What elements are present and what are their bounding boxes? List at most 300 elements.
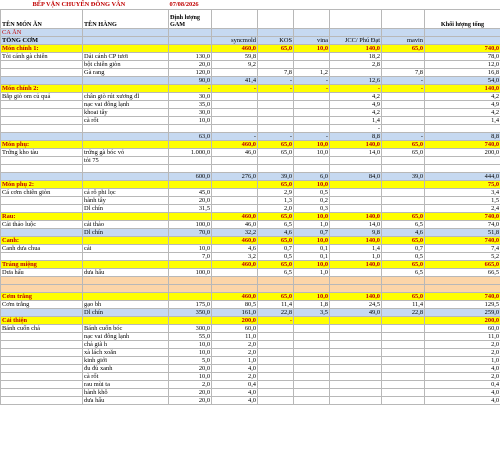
table-cell[interactable] [83,45,169,53]
table-cell[interactable]: cá rô phi lọc [83,189,169,197]
table-cell[interactable] [330,365,382,373]
table-cell[interactable] [294,117,330,125]
table-cell[interactable]: 0,7 [294,229,330,237]
table-cell[interactable] [382,325,425,333]
table-cell[interactable] [330,181,382,189]
table-cell[interactable]: xà lách xoăn [83,349,169,357]
table-cell[interactable]: 10,0 [294,181,330,189]
table-cell[interactable] [83,261,169,269]
table-cell[interactable] [83,85,169,93]
table-cell[interactable]: 65,0 [382,149,425,157]
table-cell[interactable] [1,109,83,117]
table-cell[interactable]: 10,0 [294,149,330,157]
table-cell[interactable] [258,325,294,333]
table-cell[interactable] [169,37,212,45]
table-cell[interactable] [1,197,83,205]
table-cell[interactable]: 130,0 [169,53,212,61]
table-cell[interactable] [330,165,382,173]
table-cell[interactable] [425,285,500,293]
table-cell[interactable]: 0,1 [294,245,330,253]
table-cell[interactable]: 1,2 [294,69,330,77]
table-cell[interactable]: 4,6 [382,229,425,237]
table-cell[interactable]: 8,8 [330,133,382,141]
table-cell[interactable] [83,213,169,221]
table-cell[interactable]: 65,0 [258,45,294,53]
table-cell[interactable] [83,29,169,37]
table-cell[interactable]: Bánh cuốn chả [1,325,83,333]
table-cell[interactable]: 740,0 [425,213,500,221]
table-cell[interactable] [1,133,83,141]
table-cell[interactable] [212,205,258,213]
table-cell[interactable] [330,349,382,357]
table-cell[interactable]: 10,0 [294,45,330,53]
table-cell[interactable]: kinh giới [83,357,169,365]
table-cell[interactable] [169,237,212,245]
table-cell[interactable]: 5,2 [425,253,500,261]
table-cell[interactable]: 20,0 [169,197,212,205]
table-cell[interactable] [425,125,500,133]
table-cell[interactable]: 100,0 [169,269,212,277]
table-cell[interactable]: 140,0 [330,237,382,245]
table-cell[interactable] [1,389,83,397]
table-cell[interactable]: 200,0 [212,317,258,325]
table-cell[interactable]: 65,0 [258,149,294,157]
table-cell[interactable]: JCC/ Phú Đạt [330,37,382,45]
table-cell[interactable] [83,293,169,301]
table-cell[interactable] [330,269,382,277]
table-cell[interactable]: 4,0 [212,389,258,397]
table-cell[interactable]: 55,0 [169,333,212,341]
table-cell[interactable] [330,325,382,333]
table-cell[interactable] [1,373,83,381]
table-cell[interactable]: Cá cơm chiên giòn [1,189,83,197]
table-cell[interactable]: Món phụ 2: [1,181,83,189]
table-cell[interactable]: 7,4 [425,245,500,253]
table-cell[interactable] [212,117,258,125]
table-cell[interactable]: cà rốt [83,373,169,381]
table-cell[interactable]: 259,0 [425,309,500,317]
table-cell[interactable] [83,165,169,173]
table-cell[interactable]: 1,3 [258,197,294,205]
table-cell[interactable]: Bắp giò om củ quả [1,93,83,101]
table-cell[interactable] [425,277,500,285]
table-cell[interactable]: Dl chín [83,229,169,237]
table-cell[interactable] [294,381,330,389]
table-cell[interactable]: - [382,77,425,85]
table-cell[interactable]: 18,2 [330,53,382,61]
header-total[interactable]: Khối lượng tổng [425,10,500,29]
table-cell[interactable]: 7,8 [382,69,425,77]
table-cell[interactable] [212,157,258,165]
table-cell[interactable]: 2,4 [425,205,500,213]
table-cell[interactable]: 350,0 [169,309,212,317]
table-cell[interactable] [330,69,382,77]
table-cell[interactable] [258,285,294,293]
table-cell[interactable]: 4,9 [425,101,500,109]
table-cell[interactable]: 10,0 [169,373,212,381]
table-cell[interactable]: 12,0 [425,61,500,69]
table-cell[interactable]: Cơm trắng [1,293,83,301]
table-cell[interactable] [212,109,258,117]
table-cell[interactable]: 200,0 [425,317,500,325]
table-cell[interactable] [212,285,258,293]
table-cell[interactable] [294,277,330,285]
table-cell[interactable] [330,357,382,365]
table-cell[interactable]: 6,0 [294,173,330,181]
table-cell[interactable]: trứng gà bóc vỏ [83,149,169,157]
table-cell[interactable] [330,317,382,325]
sheet-title[interactable]: BẾP VẬN CHUYỂN ĐÔNG VÂN [32,1,126,8]
table-cell[interactable]: 11,0 [212,333,258,341]
table-cell[interactable]: CA ĂN [1,29,83,37]
table-cell[interactable] [382,125,425,133]
table-cell[interactable]: 1,5 [425,197,500,205]
table-cell[interactable]: 740,0 [425,141,500,149]
table-cell[interactable] [258,101,294,109]
table-cell[interactable] [294,157,330,165]
table-cell[interactable]: 10,0 [169,349,212,357]
table-cell[interactable]: 9,8 [330,229,382,237]
table-cell[interactable] [258,53,294,61]
table-cell[interactable] [382,29,425,37]
table-cell[interactable] [294,317,330,325]
table-cell[interactable]: 4,2 [330,109,382,117]
table-cell[interactable]: 8,8 [425,133,500,141]
table-cell[interactable]: Tỏi cánh gà chiên [1,53,83,61]
table-cell[interactable]: 66,5 [425,269,500,277]
table-cell[interactable] [83,37,169,45]
table-cell[interactable]: 59,8 [212,53,258,61]
table-cell[interactable]: 4,2 [425,109,500,117]
table-cell[interactable] [83,181,169,189]
table-cell[interactable]: 0,5 [382,253,425,261]
table-cell[interactable] [330,285,382,293]
table-cell[interactable]: 4,0 [425,389,500,397]
table-cell[interactable]: 24,5 [330,301,382,309]
table-cell[interactable]: 65,0 [258,293,294,301]
table-cell[interactable]: - [258,85,294,93]
table-cell[interactable]: 140,0 [330,261,382,269]
table-cell[interactable]: 120,0 [169,69,212,77]
table-cell[interactable]: dưa hấu [83,269,169,277]
table-cell[interactable]: chân giò rút xương đl [83,93,169,101]
table-cell[interactable]: 10,0 [169,341,212,349]
table-cell[interactable]: 129,5 [425,301,500,309]
table-cell[interactable]: 22,8 [382,309,425,317]
table-cell[interactable] [83,125,169,133]
table-cell[interactable] [169,317,212,325]
table-cell[interactable]: 84,0 [330,173,382,181]
table-cell[interactable] [1,277,83,285]
table-cell[interactable] [258,373,294,381]
table-cell[interactable]: Dải cánh CP tươi [83,53,169,61]
table-cell[interactable]: 5,0 [169,357,212,365]
table-cell[interactable] [330,205,382,213]
table-cell[interactable] [294,373,330,381]
table-cell[interactable]: 2,0 [425,373,500,381]
table-cell[interactable] [382,349,425,357]
table-cell[interactable]: dưa hấu [83,397,169,405]
table-cell[interactable]: 1,0 [330,253,382,261]
table-cell[interactable]: 65,0 [258,213,294,221]
table-cell[interactable]: 10,0 [169,117,212,125]
table-cell[interactable] [382,341,425,349]
table-cell[interactable]: 41,4 [212,77,258,85]
table-cell[interactable] [258,341,294,349]
table-cell[interactable]: 2,0 [212,341,258,349]
table-cell[interactable]: 6,5 [258,269,294,277]
table-cell[interactable] [1,349,83,357]
table-cell[interactable] [382,397,425,405]
table-cell[interactable] [169,125,212,133]
table-cell[interactable] [294,365,330,373]
table-cell[interactable] [83,141,169,149]
table-cell[interactable] [258,357,294,365]
table-cell[interactable] [294,389,330,397]
table-cell[interactable]: 0,2 [294,197,330,205]
table-cell[interactable]: 7,0 [169,253,212,261]
table-cell[interactable] [1,165,83,173]
table-cell[interactable] [212,165,258,173]
table-cell[interactable] [382,197,425,205]
table-cell[interactable]: 14,0 [330,221,382,229]
table-cell[interactable]: cải [83,245,169,253]
table-cell[interactable]: Bánh cuốn bóc [83,325,169,333]
table-cell[interactable]: 1,4 [425,117,500,125]
header-quantity[interactable]: Định lượng GAM [169,10,212,29]
table-cell[interactable] [330,277,382,285]
table-cell[interactable] [382,205,425,213]
table-cell[interactable]: 74,0 [425,221,500,229]
table-cell[interactable] [258,365,294,373]
table-cell[interactable] [382,165,425,173]
table-cell[interactable]: Gà rang [83,69,169,77]
table-cell[interactable]: 65,0 [258,261,294,269]
table-cell[interactable]: 4,2 [425,93,500,101]
table-cell[interactable] [330,333,382,341]
table-cell[interactable] [258,109,294,117]
table-cell[interactable] [382,157,425,165]
table-cell[interactable] [169,285,212,293]
table-cell[interactable]: 45,0 [169,189,212,197]
table-cell[interactable]: 0,5 [258,253,294,261]
table-cell[interactable]: tỏi 75 [83,157,169,165]
table-cell[interactable]: - [258,317,294,325]
table-cell[interactable]: rau mùi ta [83,381,169,389]
table-cell[interactable] [1,125,83,133]
table-cell[interactable] [212,181,258,189]
table-cell[interactable]: TỔNG CƠM [1,37,83,45]
table-cell[interactable]: Trứng kho tàu [1,149,83,157]
table-cell[interactable]: 2,0 [425,349,500,357]
table-cell[interactable]: - [382,133,425,141]
table-cell[interactable]: 30,0 [169,93,212,101]
table-cell[interactable]: hành khô [83,389,169,397]
table-cell[interactable]: Dl chín [83,205,169,213]
table-cell[interactable] [212,125,258,133]
table-cell[interactable] [330,381,382,389]
table-cell[interactable]: 11,4 [382,301,425,309]
table-cell[interactable]: 3,2 [212,253,258,261]
table-cell[interactable] [169,165,212,173]
table-cell[interactable]: 10,0 [294,213,330,221]
table-cell[interactable] [1,69,83,77]
table-cell[interactable] [83,277,169,285]
sheet-date[interactable]: 07/08/2026 [169,1,199,8]
header-item[interactable]: TÊN HÀNG [83,10,169,29]
table-cell[interactable] [169,45,212,53]
table-cell[interactable]: 3,4 [425,189,500,197]
table-cell[interactable]: Cải thiện [1,317,83,325]
table-cell[interactable]: 0,3 [294,205,330,213]
table-cell[interactable]: hành tây [83,197,169,205]
table-cell[interactable] [1,333,83,341]
table-cell[interactable]: 65,0 [258,141,294,149]
table-cell[interactable] [294,53,330,61]
table-cell[interactable]: Rau: [1,213,83,221]
table-cell[interactable]: 460,0 [212,293,258,301]
table-cell[interactable]: - [258,133,294,141]
table-cell[interactable]: 175,0 [169,301,212,309]
table-cell[interactable]: Món chính 2: [1,85,83,93]
table-cell[interactable]: Cải thảo luộc [1,221,83,229]
table-cell[interactable] [212,93,258,101]
table-cell[interactable] [258,381,294,389]
table-cell[interactable] [1,101,83,109]
table-cell[interactable]: 0,7 [382,245,425,253]
table-cell[interactable]: 740,0 [425,293,500,301]
table-cell[interactable]: vina [294,37,330,45]
table-cell[interactable] [382,285,425,293]
table-cell[interactable]: đu đủ xanh [83,365,169,373]
table-cell[interactable]: - [169,85,212,93]
table-cell[interactable] [169,293,212,301]
table-cell[interactable]: 75,0 [425,181,500,189]
table-cell[interactable] [330,397,382,405]
table-cell[interactable]: 80,5 [212,301,258,309]
header-dish[interactable]: TÊN MÓN ĂN [1,10,83,29]
table-cell[interactable] [382,317,425,325]
table-cell[interactable]: 0,1 [294,253,330,261]
table-cell[interactable]: 46,0 [212,221,258,229]
table-cell[interactable] [258,165,294,173]
table-cell[interactable]: 9,2 [212,61,258,69]
table-cell[interactable] [382,109,425,117]
table-cell[interactable]: Canh: [1,237,83,245]
table-cell[interactable]: 140,0 [330,293,382,301]
table-cell[interactable] [425,165,500,173]
table-cell[interactable] [382,333,425,341]
table-cell[interactable]: 10,0 [294,141,330,149]
table-cell[interactable] [83,173,169,181]
table-cell[interactable] [1,205,83,213]
table-cell[interactable]: 1,0 [212,357,258,365]
table-cell[interactable] [1,61,83,69]
table-cell[interactable]: 0,7 [258,245,294,253]
table-cell[interactable]: 65,0 [382,141,425,149]
table-cell[interactable] [83,133,169,141]
table-cell[interactable]: 4,0 [212,365,258,373]
table-cell[interactable] [382,389,425,397]
table-cell[interactable]: 300,0 [169,325,212,333]
table-cell[interactable]: 4,0 [425,365,500,373]
table-cell[interactable]: 1,0 [425,357,500,365]
table-cell[interactable]: 31,5 [169,205,212,213]
table-cell[interactable]: - [258,77,294,85]
table-cell[interactable]: chả giã h [83,341,169,349]
table-cell[interactable]: 78,0 [425,53,500,61]
table-cell[interactable] [294,325,330,333]
table-cell[interactable] [258,29,294,37]
table-cell[interactable]: 1,0 [294,221,330,229]
table-cell[interactable] [212,189,258,197]
table-cell[interactable] [382,365,425,373]
table-cell[interactable]: 665,0 [425,261,500,269]
table-cell[interactable]: 2,0 [425,341,500,349]
table-cell[interactable] [425,157,500,165]
table-cell[interactable] [169,261,212,269]
table-cell[interactable]: 11,0 [425,333,500,341]
table-cell[interactable]: 35,0 [169,101,212,109]
table-cell[interactable] [294,341,330,349]
table-cell[interactable]: 1,4 [330,245,382,253]
table-cell[interactable]: 4,6 [212,245,258,253]
table-cell[interactable]: 4,6 [258,229,294,237]
table-cell[interactable] [1,285,83,293]
table-cell[interactable]: nạc vai đông lạnh [83,333,169,341]
table-cell[interactable]: 140,0 [425,85,500,93]
table-cell[interactable]: 100,0 [169,221,212,229]
table-cell[interactable] [425,37,500,45]
table-cell[interactable] [169,181,212,189]
table-cell[interactable]: 10,0 [294,261,330,269]
table-cell[interactable] [1,253,83,261]
table-cell[interactable]: 65,0 [382,237,425,245]
table-cell[interactable] [294,357,330,365]
table-cell[interactable] [294,29,330,37]
table-cell[interactable] [382,93,425,101]
table-cell[interactable] [258,157,294,165]
table-cell[interactable] [83,317,169,325]
table-cell[interactable] [1,341,83,349]
table-cell[interactable] [382,373,425,381]
table-cell[interactable]: 20,0 [169,389,212,397]
table-cell[interactable] [212,29,258,37]
table-cell[interactable] [258,125,294,133]
table-cell[interactable] [169,213,212,221]
table-cell[interactable]: bột chiên giòn [83,61,169,69]
table-cell[interactable]: KOS [258,37,294,45]
table-cell[interactable]: 276,0 [212,173,258,181]
table-cell[interactable]: 4,0 [212,397,258,405]
table-cell[interactable] [294,93,330,101]
table-cell[interactable]: 54,0 [425,77,500,85]
table-cell[interactable] [212,269,258,277]
table-cell[interactable]: 0,4 [212,381,258,389]
table-cell[interactable]: 39,0 [382,173,425,181]
table-cell[interactable]: 4,0 [425,397,500,405]
table-cell[interactable]: - [212,133,258,141]
table-cell[interactable]: 460,0 [212,237,258,245]
table-cell[interactable] [382,181,425,189]
table-cell[interactable]: nạc vai đông lạnh [83,101,169,109]
table-cell[interactable]: 20,0 [169,365,212,373]
table-cell[interactable] [294,333,330,341]
table-cell[interactable] [382,53,425,61]
table-cell[interactable]: 161,0 [212,309,258,317]
table-cell[interactable]: mavin [382,37,425,45]
table-cell[interactable]: 20,0 [169,61,212,69]
